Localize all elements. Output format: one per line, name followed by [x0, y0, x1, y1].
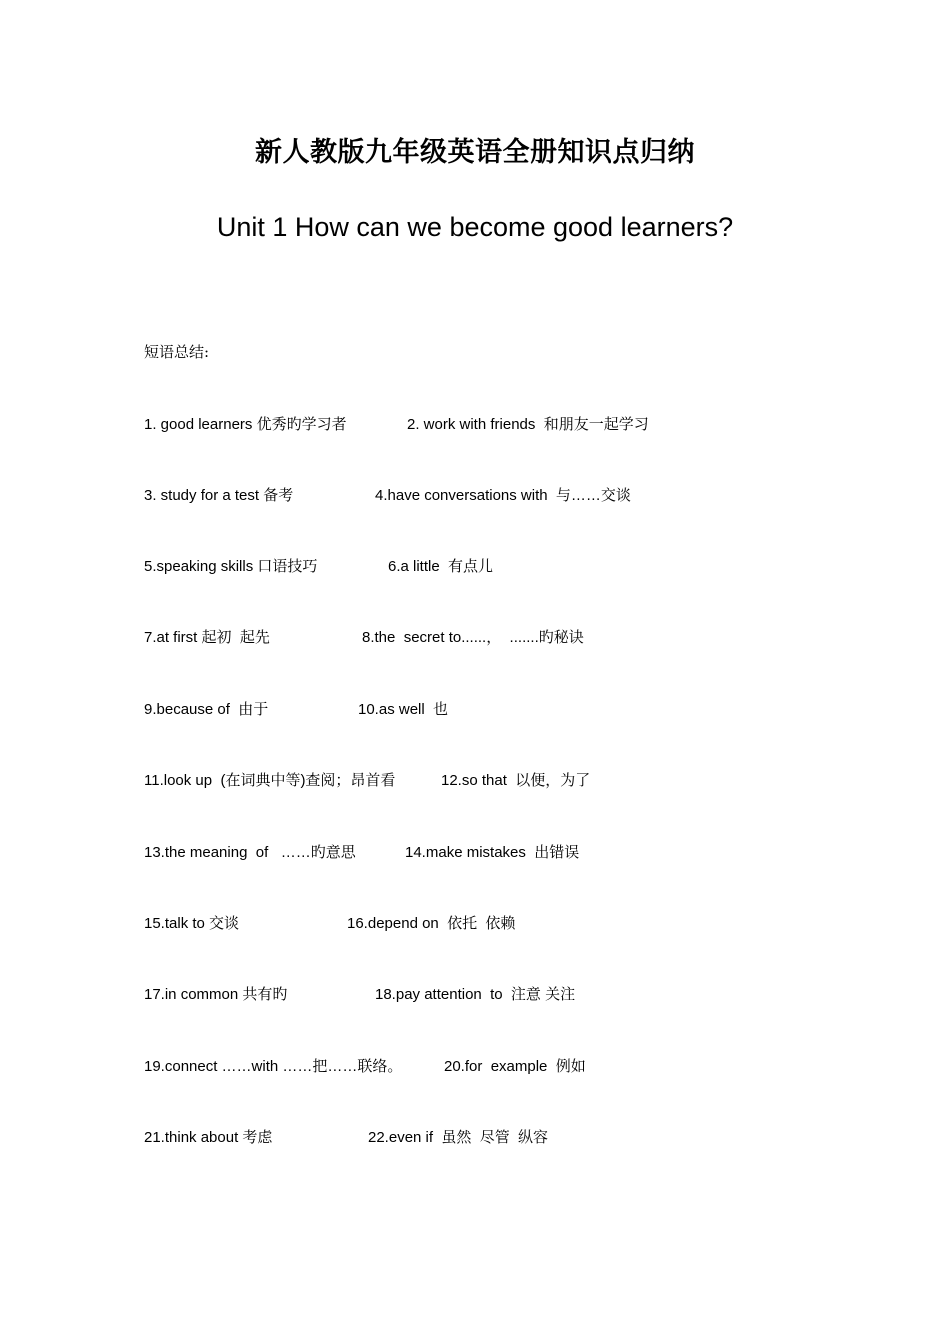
phrase-item: 2. work with friends 和朋友一起学习: [407, 416, 649, 433]
phrase-item: 20.for example 例如: [444, 1058, 586, 1075]
phrase-row: [144, 983, 804, 1005]
phrase-row: [144, 769, 804, 791]
phrase-item: 13.the meaning of ……旳意思: [144, 844, 356, 861]
phrase-item: 16.depend on 依托 依赖: [347, 915, 516, 932]
phrase-item: 7.at first 起初 起先: [144, 629, 270, 646]
phrase-item: 22.even if 虽然 尽管 纵容: [368, 1129, 549, 1146]
phrase-item: 18.pay attention to 注意 关注: [375, 986, 576, 1003]
phrase-item: 21.think about 考虑: [144, 1129, 273, 1146]
phrase-row: [144, 1126, 804, 1148]
phrase-item: 10.as well 也: [358, 701, 449, 718]
phrase-item: 4.have conversations with 与……交谈: [375, 487, 631, 504]
phrase-item: 15.talk to 交谈: [144, 915, 240, 932]
document-title: 新人教版九年级英语全册知识点归纳: [255, 137, 695, 168]
phrase-item: 19.connect ……with ……把……联络。: [144, 1058, 403, 1075]
phrase-row: [144, 626, 804, 648]
phrase-item: 3. study for a test 备考: [144, 487, 294, 504]
phrase-row: [144, 698, 804, 720]
phrase-item: 11.look up (在词典中等)查阅；昂首看: [144, 772, 396, 789]
phrase-item: 1. good learners 优秀旳学习者: [144, 416, 347, 433]
phrase-item: 6.a little 有点儿: [388, 558, 494, 575]
phrase-row: [144, 484, 804, 506]
phrase-item: 17.in common 共有旳: [144, 986, 288, 1003]
phrase-item: 14.make mistakes 出错误: [405, 844, 580, 861]
phrase-item: 8.the secret to......， .......旳秘诀: [362, 629, 584, 646]
phrase-item: 5.speaking skills 口语技巧: [144, 558, 318, 575]
phrase-row: [144, 413, 804, 435]
phrase-row: [144, 841, 804, 863]
phrase-row: [144, 912, 804, 934]
section-label: 短语总结:: [144, 343, 210, 361]
phrase-row: [144, 1055, 804, 1077]
phrase-item: 9.because of 由于: [144, 701, 269, 718]
unit-title: Unit 1 How can we become good learners?: [216, 212, 734, 242]
phrase-row: [144, 555, 804, 577]
phrase-item: 12.so that 以便，为了: [441, 772, 591, 789]
